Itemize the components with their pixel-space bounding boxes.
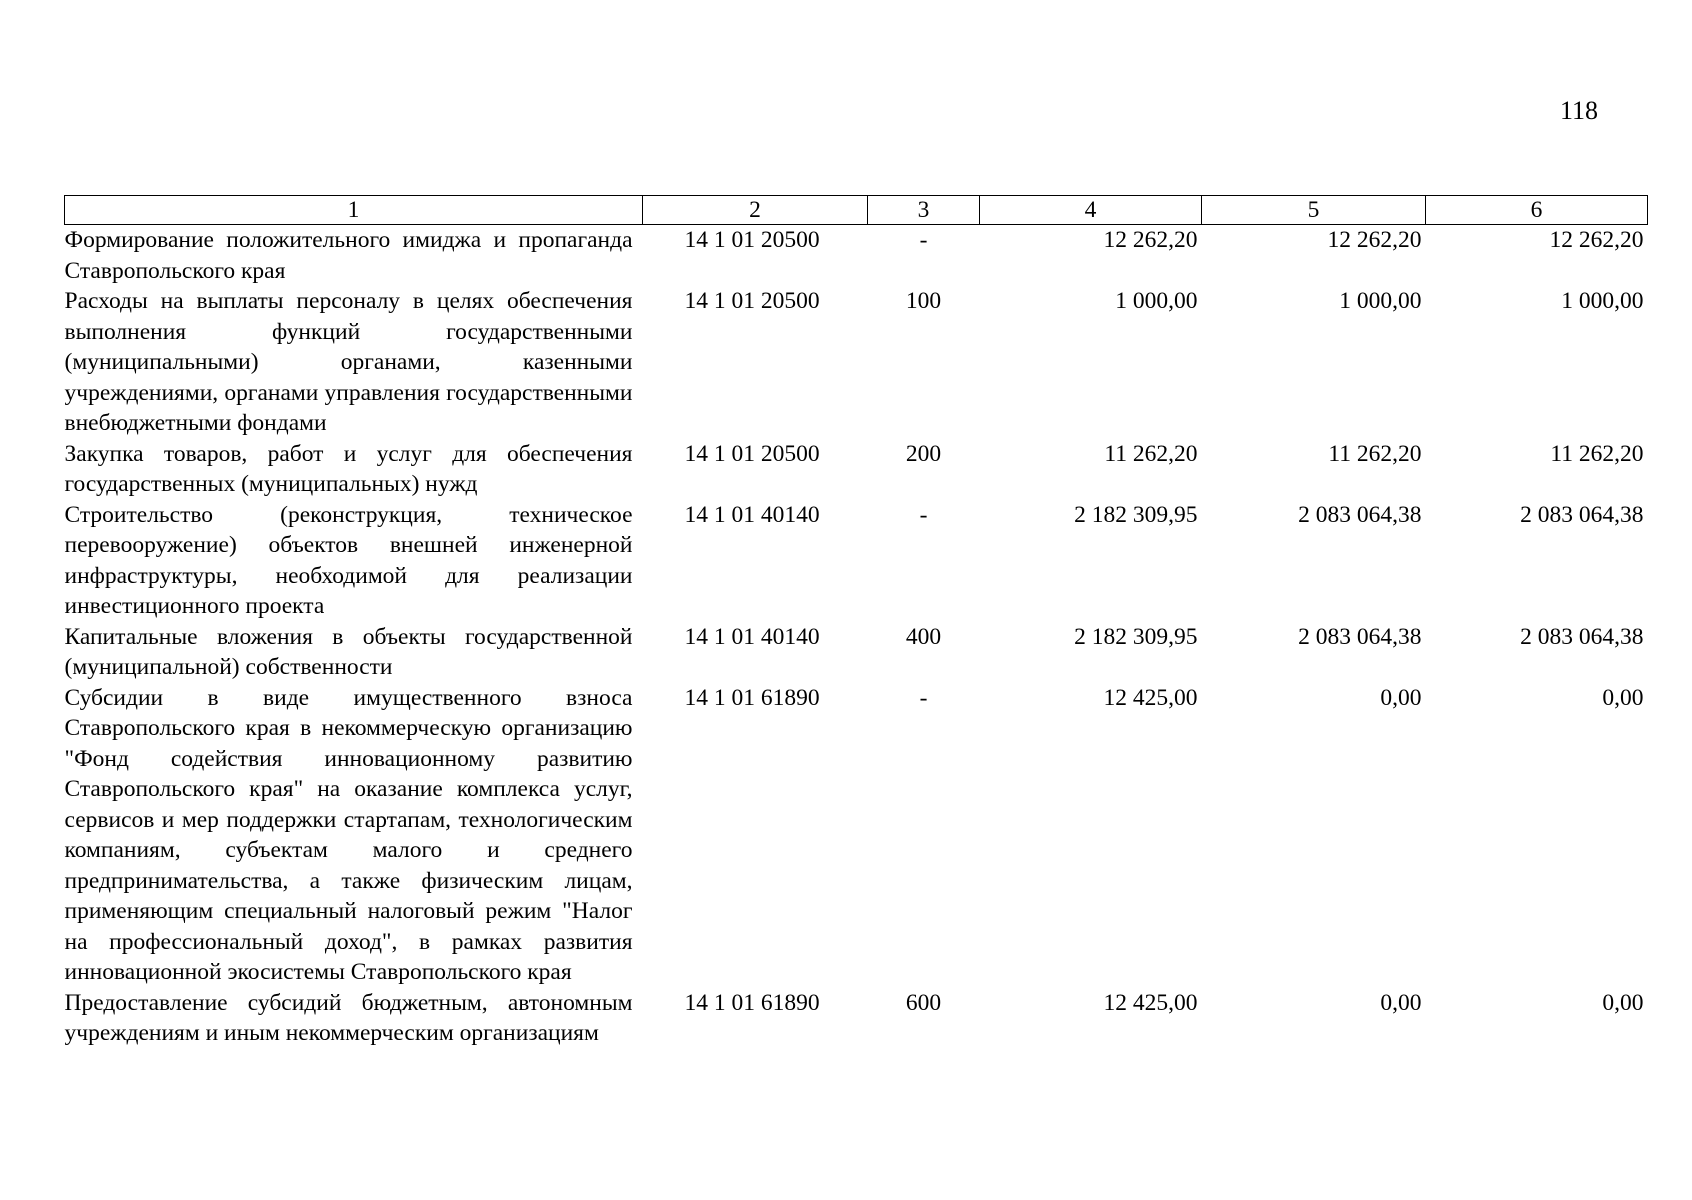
row-value-5: 2 083 064,38 <box>1298 623 1422 650</box>
row-name: Субсидии в виде имущественного взноса Ставропольского края в некоммерческую организацию "Фонд содействия инновационному развитию Ставропольского края" на оказание комплекса услуг, сервисов и мер поддержки стартапам, технологическим компаниям, субъектам малого и среднего предпринимательства, а также физическим лицам, применяющим специальный налоговый режим "Налог на профессиональный доход", в рамках развития инновационной экосистемы Ставропольского края <box>64 684 633 985</box>
row-value-6: 1 000,00 <box>1561 288 1644 314</box>
row-code: 14 1 01 61890 <box>684 684 820 711</box>
page-number: 118 <box>1560 96 1599 125</box>
row-value-5: 0,00 <box>1380 684 1422 711</box>
row-code: 14 1 01 40140 <box>684 501 820 528</box>
row-name: Закупка товаров, работ и услуг для обеспечения государственных (муниципальных) нужд <box>64 440 633 497</box>
table-row <box>65 286 1648 439</box>
row-value-4: 12 425,00 <box>1103 684 1198 711</box>
table-row <box>65 439 1648 500</box>
row-code: 14 1 01 20500 <box>684 288 820 314</box>
row-value-5: 2 083 064,38 <box>1298 501 1422 528</box>
row-value-5: 0,00 <box>1380 989 1422 1016</box>
row-expense-type: - <box>919 227 928 253</box>
table-row <box>65 622 1648 683</box>
table-row <box>65 500 1648 622</box>
table-row <box>65 683 1648 988</box>
table-row <box>65 988 1648 1049</box>
row-value-6: 0,00 <box>1602 989 1644 1016</box>
row-code: 14 1 01 61890 <box>684 989 820 1016</box>
row-value-6: 2 083 064,38 <box>1520 623 1644 650</box>
table-row <box>65 225 1648 287</box>
row-value-6: 12 262,20 <box>1549 227 1644 253</box>
row-expense-type: - <box>919 501 928 528</box>
row-expense-type: 400 <box>905 623 942 650</box>
row-value-5: 12 262,20 <box>1327 227 1422 253</box>
row-value-4: 2 182 309,95 <box>1074 501 1198 528</box>
column-header-5: 5 <box>1202 196 1426 225</box>
row-code: 14 1 01 20500 <box>684 227 820 253</box>
row-code: 14 1 01 20500 <box>684 440 820 467</box>
row-value-6: 11 262,20 <box>1550 440 1644 467</box>
row-name: Расходы на выплаты персоналу в целях обеспечения выполнения функций государственными (муниципальными) органами, казенными учреждениями, органами управления государственными внебюджетными фондами <box>64 288 633 436</box>
row-name: Капитальные вложения в объекты государственной (муниципальной) собственности <box>64 623 633 680</box>
row-code: 14 1 01 40140 <box>684 623 820 650</box>
row-name: Строительство (реконструкция, техническое перевооружение) объектов внешней инженерной инфраструктуры, необходимой для реализации инвестиционного проекта <box>64 501 633 619</box>
column-header-4: 4 <box>980 196 1202 225</box>
row-expense-type: 100 <box>905 288 942 314</box>
column-header-3: 3 <box>868 196 980 225</box>
row-value-4: 12 425,00 <box>1103 989 1198 1016</box>
row-value-4: 12 262,20 <box>1103 227 1198 253</box>
row-expense-type: - <box>919 684 928 711</box>
row-value-4: 2 182 309,95 <box>1074 623 1198 650</box>
row-value-5: 11 262,20 <box>1328 440 1422 467</box>
budget-table <box>64 195 1648 1049</box>
row-value-4: 11 262,20 <box>1104 440 1198 467</box>
row-expense-type: 200 <box>905 440 942 467</box>
column-header-2: 2 <box>643 196 868 225</box>
row-value-4: 1 000,00 <box>1115 288 1198 314</box>
column-header-6: 6 <box>1426 196 1648 225</box>
row-value-6: 0,00 <box>1602 684 1644 711</box>
row-name: Предоставление субсидий бюджетным, автономным учреждениям и иным некоммерческим организациям <box>64 989 633 1046</box>
row-expense-type: 600 <box>905 989 942 1016</box>
row-name: Формирование положительного имиджа и пропаганда Ставропольского края <box>64 227 633 284</box>
row-value-5: 1 000,00 <box>1339 288 1422 314</box>
table-header-row <box>65 196 1648 225</box>
row-value-6: 2 083 064,38 <box>1520 501 1644 528</box>
column-header-1: 1 <box>65 196 643 225</box>
